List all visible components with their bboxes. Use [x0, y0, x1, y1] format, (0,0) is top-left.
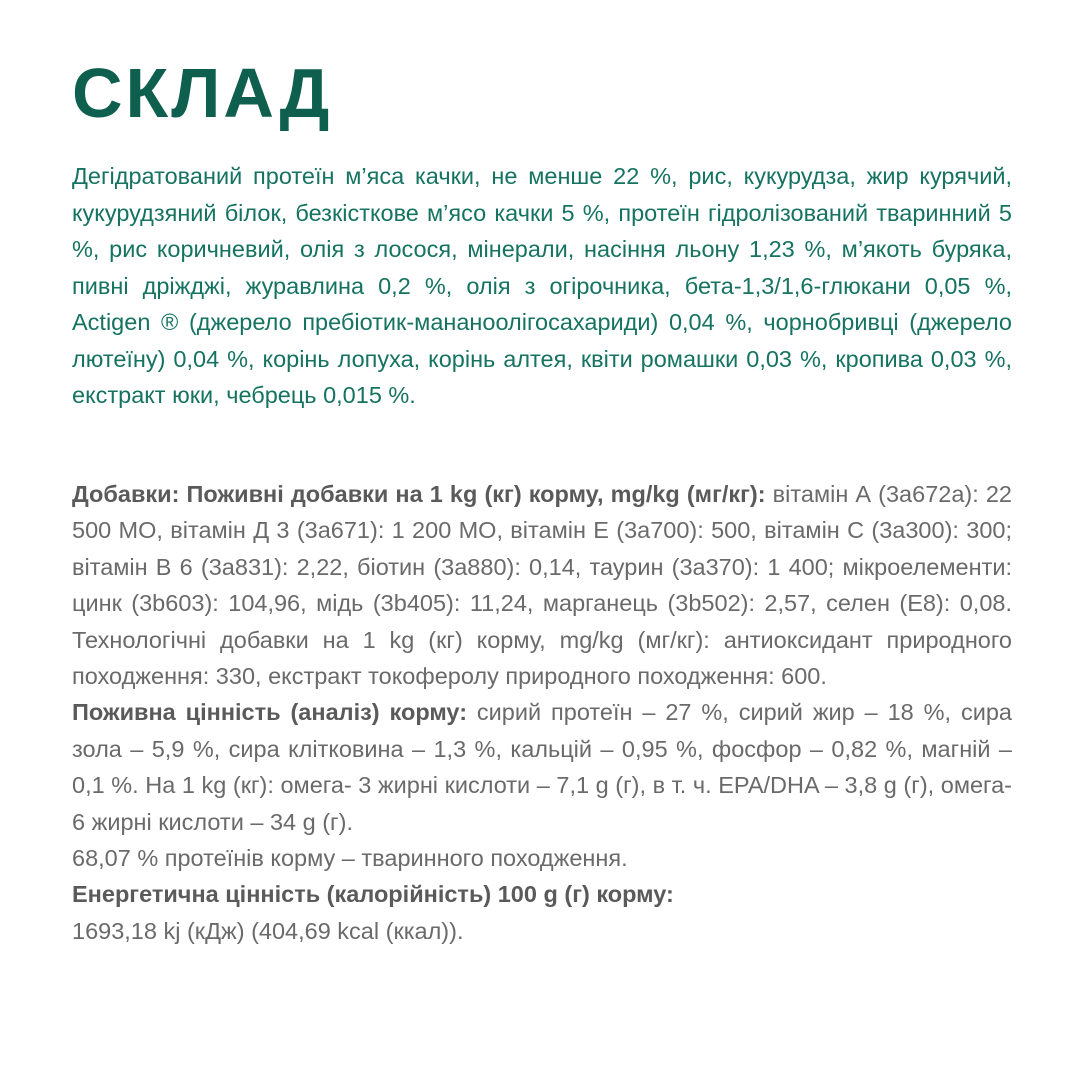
additives-text: вітамін А (3а672а): 22 500 МО, вітамін Д 3 (3а671): 1 200 МО, вітамін Е (3а700): 500, вітамін С (3а300): 300; вітамін В 6 (3а831): 2,22, біотин (3а880): 0,14, таурин (3а370): 1 400; мікроелементи: цинк (3b603): 104,96, мідь (3b405): 11,24, марганець (3b502): 2,57, селен (Е8): 0,08. Технологічні добавки на 1 kg (кг) корму, mg/kg (мг/кг): антиоксидант природного походження: 330, екстракт токоферолу природного походження: 600. [72, 481, 1012, 690]
additives-section [72, 476, 1012, 949]
energy-label: Енергетична цінність (калорійність) 100 g (г) корму: [72, 881, 674, 908]
nutrition-paragraph [72, 694, 1012, 840]
energy-value-text: 1693,18 kj (кДж) (404,69 kcal (ккал)). [72, 917, 464, 944]
additives-paragraph [72, 476, 1012, 694]
page-title: СКЛАД [72, 54, 333, 132]
additives-label: Добавки: Поживні добавки на 1 kg (кг) корму, mg/kg (мг/кг): [72, 481, 766, 507]
animal-protein-text: 68,07 % протеїнів корму – тваринного походження. [72, 845, 628, 872]
nutrition-text: сирий протеїн – 27 %, сирий жир – 18 %, сира зола – 5,9 %, сира клітковина – 1,3 %, кальцій – 0,95 %, фосфор – 0,82 %, магній – 0,1 %. На 1 kg (кг): омега- 3 жирні кислоти – 7,1 g (г), в т. ч. EPA/DHA – 3,8 g (г), омега- 6 жирні кислоти – 34 g (г). [72, 699, 1012, 835]
ingredients-text: Дегідратований протеїн м’яса качки, не менше 22 %, рис, кукурудза, жир курячий, кукурудзяний білок, безкісткове м’ясо качки 5 %, протеїн гідролізований тваринний 5 %, рис коричневий, олія з лосося, мінерали, насіння льону 1,23 %, м’якоть буряка, пивні дріжджі, журавлина 0,2 %, олія з огірочника, бета-1,3/1,6-глюкани 0,05 %, Actigen ® (джерело пребіотик-мананоолігосахариди) 0,04 %, чорнобривці (джерело лютеїну) 0,04 %, корінь лопуха, корінь алтея, квіти ромашки 0,03 %, кропива 0,03 %, екстракт юки, чебрець 0,015 %. [72, 163, 1012, 408]
nutrition-label: Поживна цінність (аналіз) корму: [72, 699, 468, 726]
energy-label-line [72, 876, 1012, 912]
